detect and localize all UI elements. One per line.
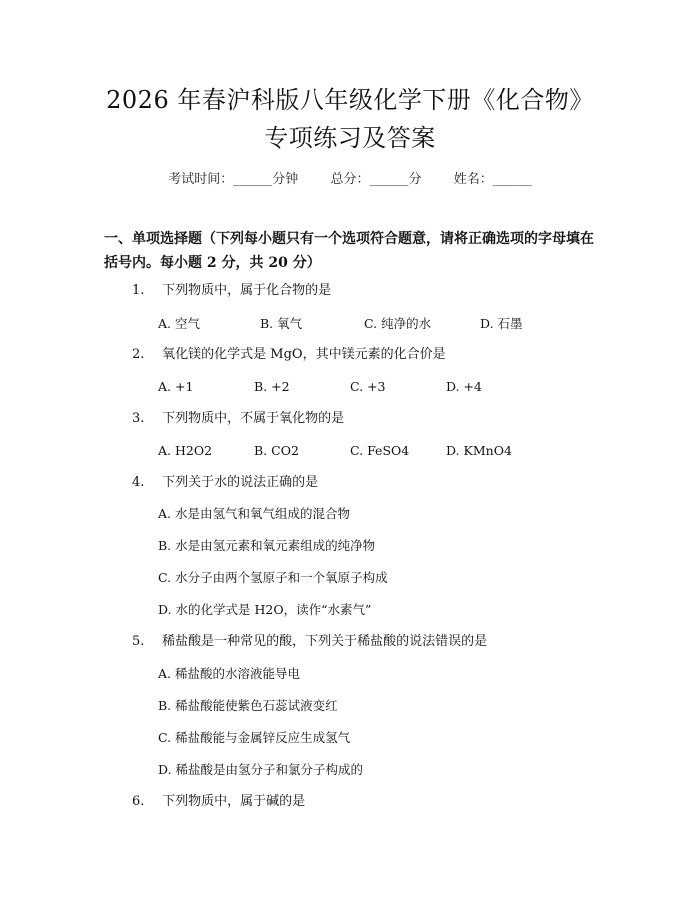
question-5-option-b: B. 稀盐酸能使紫色石蕊试液变红 (158, 698, 338, 713)
exam-time-field: 考试时间：______分钟 (168, 172, 299, 187)
option-c: C. 纯净的水 (364, 316, 432, 331)
question-3 (132, 410, 344, 428)
question-5-option-d: D. 稀盐酸是由氢分子和氯分子构成的 (158, 762, 364, 777)
question-1 (132, 282, 331, 300)
exam-meta (0, 168, 700, 187)
question-number: 5. (132, 634, 145, 649)
question-4-option-a: A. 水是由氢气和氧气组成的混合物 (158, 506, 350, 521)
question-5 (132, 633, 487, 651)
question-stem: 氧化镁的化学式是 MgO，其中镁元素的化合价是 (162, 347, 446, 362)
question-number: 2. (132, 347, 145, 362)
doc-title-line2: 专项练习及答案 (264, 124, 436, 152)
option-d: D. 石墨 (480, 316, 523, 331)
question-4-option-c: C. 水分子由两个氢原子和一个氧原子构成 (158, 570, 388, 585)
question-5-option-a: A. 稀盐酸的水溶液能导电 (158, 666, 300, 681)
option-d: D. KMnO4 (446, 443, 512, 458)
option-a: A. 空气 (158, 316, 200, 331)
option-c: C. +3 (350, 379, 386, 394)
question-stem: 下列物质中，不属于氧化物的是 (162, 411, 345, 426)
question-number: 3. (132, 411, 145, 426)
option-b: B. CO2 (254, 443, 299, 458)
question-number: 4. (132, 475, 145, 490)
question-2 (132, 346, 446, 364)
doc-title-line1: 2026 年春沪科版八年级化学下册《化合物》 (106, 86, 594, 114)
section-heading (104, 227, 604, 275)
option-c: C. FeSO4 (350, 443, 410, 458)
question-4-option-d: D. 水的化学式是 H2O，读作“水素气” (158, 602, 372, 617)
section-heading-line1: 一、单项选择题（下列每小题只有一个选项符合题意，请将正确选项的字母填在 (104, 231, 594, 247)
question-stem: 稀盐酸是一种常见的酸，下列关于稀盐酸的说法错误的是 (162, 634, 488, 649)
question-5-option-c: C. 稀盐酸能与金属锌反应生成氢气 (158, 730, 351, 745)
question-number: 6. (132, 794, 145, 809)
question-4-option-b: B. 水是由氢元素和氧元素组成的纯净物 (158, 538, 376, 553)
option-b: B. +2 (254, 379, 290, 394)
option-a: A. H2O2 (158, 443, 213, 458)
option-a: A. +1 (158, 379, 194, 394)
question-stem: 下列关于水的说法正确的是 (162, 475, 319, 490)
question-4 (132, 474, 318, 492)
question-stem: 下列物质中，属于碱的是 (162, 794, 306, 809)
question-6 (132, 793, 305, 811)
option-b: B. 氧气 (260, 316, 303, 331)
question-stem: 下列物质中，属于化合物的是 (162, 283, 332, 298)
section-heading-line2: 括号内。每小题 2 分，共 20 分） (104, 255, 321, 271)
option-d: D. +4 (446, 379, 482, 394)
question-number: 1. (132, 283, 145, 298)
total-score-field: 总分：______分 (330, 172, 422, 187)
student-name-field: 姓名：______ (453, 172, 532, 187)
